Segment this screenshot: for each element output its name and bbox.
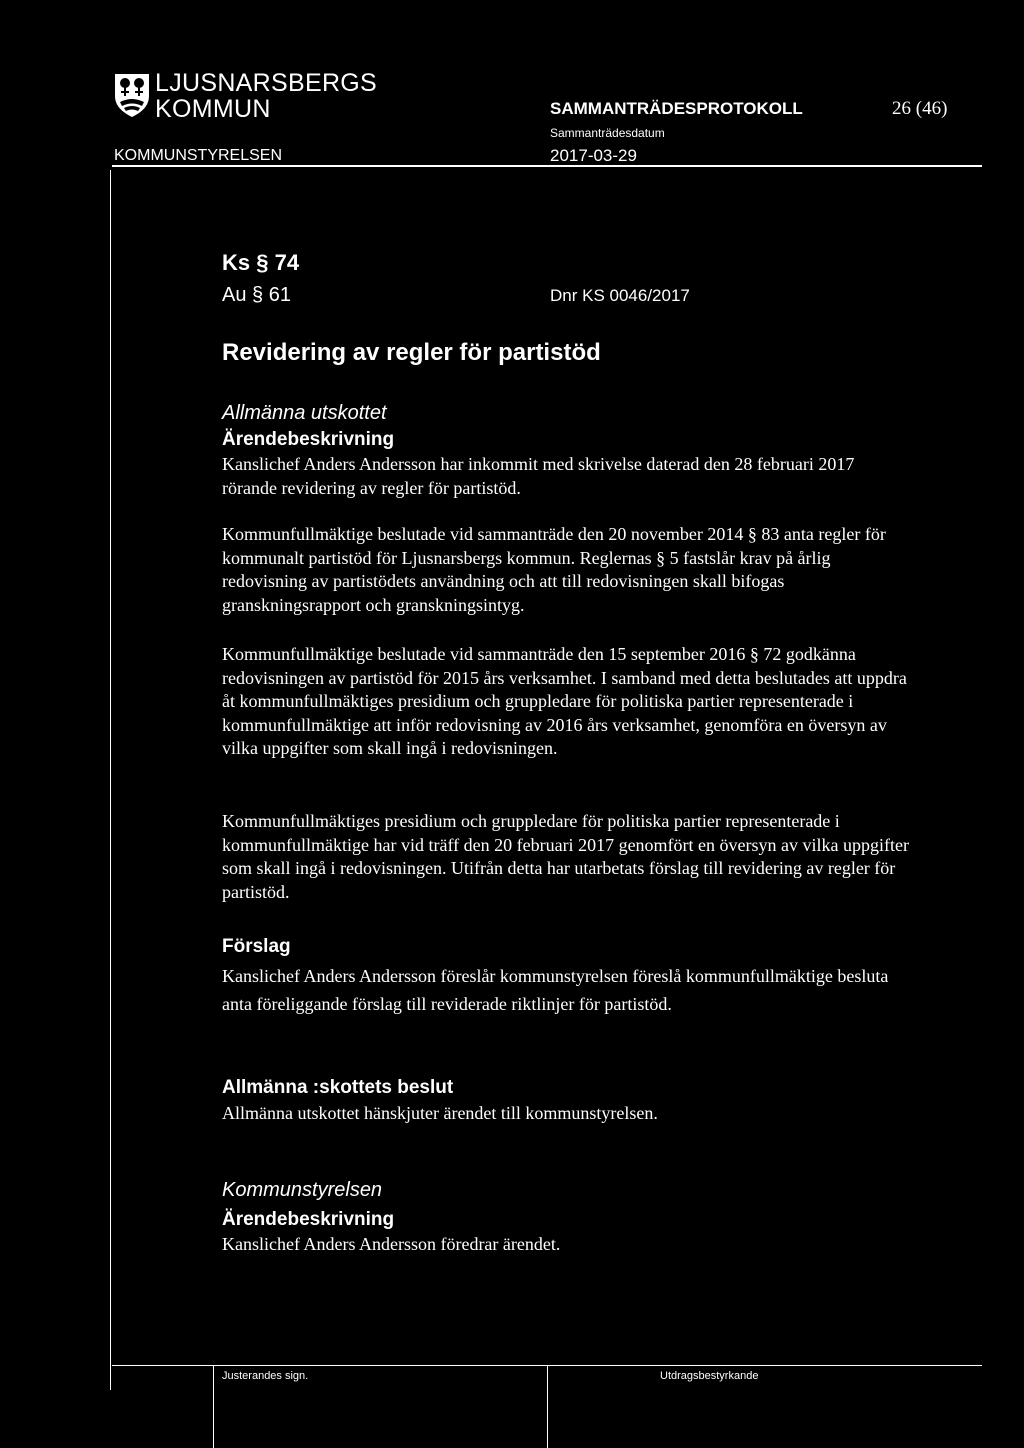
ks-body-name: Kommunstyrelsen — [222, 1179, 383, 1201]
proposal-heading: Förslag — [222, 936, 291, 957]
au-decision-heading: Allmänna :skottets beslut — [222, 1077, 454, 1098]
page-number: 26 (46) — [892, 98, 948, 119]
au-decision-text: Allmänna utskottet hänskjuter ärendet till kommunstyrelsen. — [222, 1103, 658, 1123]
document-type: SAMMANTRÄDESPROTOKOLL — [550, 99, 803, 118]
au-paragraph-4: Kommunfullmäktiges presidium och gruppledare för politiska partier representerade i kommunfullmäktige har vid träff den 20 februari 2017 genomfört en översyn av vilka uppgifter som skall ingå i redovisningen. Utifrån detta har utarbetats förslag till revidering av regler för partistöd. — [222, 811, 909, 902]
ks-description-heading: Ärendebeskrivning — [222, 1209, 395, 1230]
case-number: Dnr KS 0046/2017 — [550, 286, 690, 305]
au-description-heading: Ärendebeskrivning — [222, 429, 395, 450]
utdragsbestyrkande-label: Utdragsbestyrkande — [660, 1370, 759, 1382]
justerandes-sign-label: Justerandes sign. — [222, 1370, 309, 1382]
au-paragraph-1: Kanslichef Anders Andersson har inkommit med skrivelse daterad den 28 februari 2017 rörande revidering av regler för partistöd. — [222, 454, 855, 498]
au-paragraph-number: Au § 61 — [222, 284, 291, 306]
municipality-name-line2: KOMMUN — [155, 95, 271, 123]
header-divider — [112, 165, 982, 167]
ks-description-text: Kanslichef Anders Andersson föredrar ärendet. — [222, 1234, 561, 1254]
au-paragraph-3: Kommunfullmäktige beslutade vid sammanträde den 15 september 2016 § 72 godkänna redovisningen av partistöd för 2015 års verksamhet. I samband med detta beslutades att uppdra åt kommunfullmäktiges presidium och gruppledare för politiska partier representerade i kommunfullmäktige att inför redovisning av 2016 års verksamhet, genomföra en översyn av vilka uppgifter som skall ingå i redovisningen. — [222, 644, 907, 758]
municipality-name-line1: LJUSNARSBERGS — [155, 69, 378, 97]
ks-paragraph-number: Ks § 74 — [222, 250, 300, 275]
au-body-name: Allmänna utskottet — [222, 402, 387, 424]
au-paragraph-2: Kommunfullmäktige beslutade vid sammanträde den 20 november 2014 § 83 anta regler för kommunalt partistöd för Ljusnarsbergs kommun. Reglernas § 5 fastslår krav på årlig redovisning av partistödets användning och att till redovisningen skall bifogas granskningsrapport och granskningsintyg. — [222, 524, 886, 615]
item-title: Revidering av regler för partistöd — [222, 339, 601, 366]
meeting-date-label: Sammanträdesdatum — [550, 126, 665, 140]
footer-column-divider — [213, 1366, 214, 1448]
municipality-crest-icon — [112, 72, 152, 118]
left-margin-rule — [110, 170, 111, 1390]
proposal-text: Kanslichef Anders Andersson föreslår kommunstyrelsen föreslå kommunfullmäktige besluta anta föreliggande förslag till reviderade riktlinjer för partistöd. — [222, 966, 889, 1014]
footer-column-divider — [547, 1366, 548, 1448]
board-name: KOMMUNSTYRELSEN — [114, 147, 283, 164]
meeting-date: 2017-03-29 — [550, 146, 637, 165]
